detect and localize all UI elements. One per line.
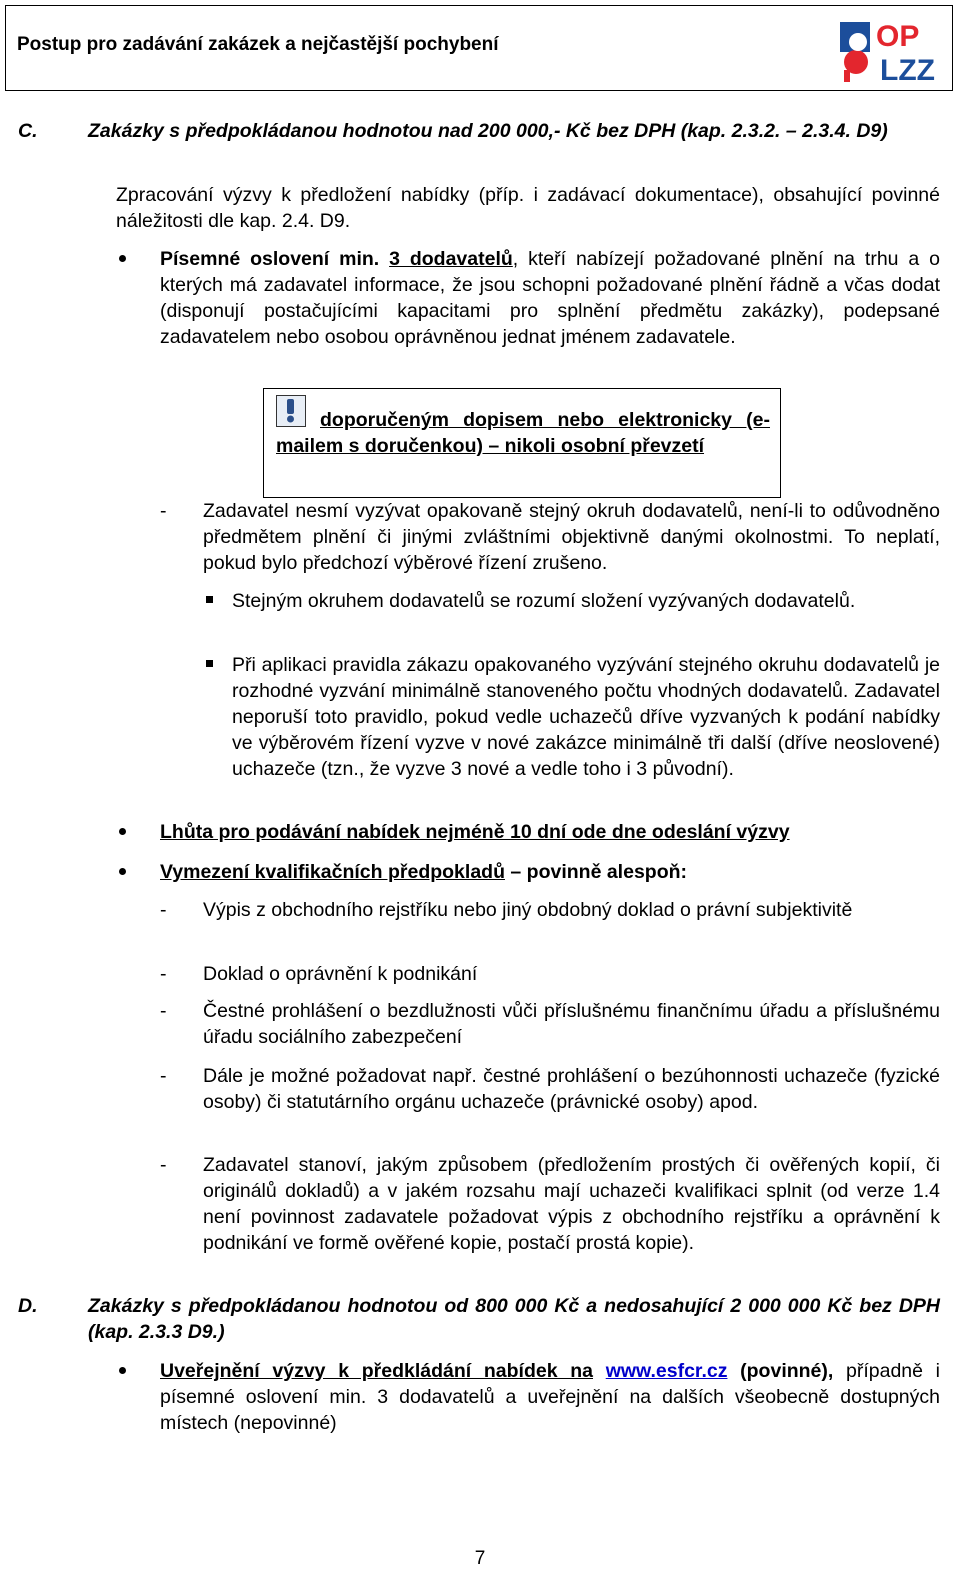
bullet-publication [160, 1358, 940, 1436]
qualification-item: Výpis z obchodního rejstříku nebo jiný obdobný doklad o právní subjektivitě [203, 899, 853, 921]
qualification-item: Zadavatel stanoví, jakým způsobem (předložením prostých či ověřených kopií, či originálů dokladů) a v jakém rozsahu mají uchazeči kvalifikaci splnit (od verze 1.4 není povinnost zadavatele požadovat výpis z obchodního rejstříku a oprávnění k podnikání ve formě ověřené kopie, postačí prostá kopie). [203, 1154, 940, 1254]
esfcr-link[interactable]: www.esfcr.cz [605, 1360, 728, 1382]
svg-text:OP: OP [876, 20, 920, 53]
section-d-letter: D. [18, 1295, 38, 1317]
header-title: Postup pro zadávání zakázek a nejčastější pochybení [17, 34, 499, 55]
d-bullet-bold: (povinné), [727, 1360, 834, 1382]
qualification-item: Čestné prohlášení o bezdlužnosti vůči příslušnému finančnímu úřadu a příslušnému úřadu sociálního zabezpečení [203, 1000, 940, 1048]
oplzz-logo [836, 12, 944, 86]
section-d-title: Zakázky s předpokládanou hodnotou od 800 000 Kč a nedosahující 2 000 000 Kč bez DPH (kap. 2.3.3 D9.) [88, 1295, 940, 1343]
bullet1-underlined: 3 dodavatelů [389, 248, 513, 270]
note-box [263, 388, 781, 498]
section-c-letter: C. [18, 120, 38, 142]
note-text [276, 407, 770, 459]
bullet1-rest: , kteří nabízejí požadované plnění na trhu a o kterých má zadavatel informace, že jsou schopni požadované plnění řádně a včas dodat (disponují postačujícími kapacitami pro splnění předmětu zakázky), podepsané zadavatelem nebo osobou oprávněnou jednat jménem zadavatele. [160, 248, 941, 348]
note-content: doporučeným dopisem nebo elektronicky (e-mailem s doručenkou) – nikoli osobní převzetí [276, 409, 770, 457]
svg-text:LZZ: LZZ [880, 54, 935, 86]
bullet3-rest: – povinně alespoň: [504, 861, 688, 883]
square-marker [206, 660, 213, 667]
qualification-item: Dále je možné požadovat např. čestné prohlášení o bezúhonnosti uchazeče (fyzické osoby) či statutárního orgánu uchazeče (právnické osoby) apod. [203, 1065, 940, 1113]
bullet-marker [119, 255, 126, 262]
bullet-marker [119, 828, 126, 835]
section-c-intro: Zpracování výzvy k předložení nabídky (příp. i zadávací dokumentace), obsahující povinné náležitosti dle kap. 2.4. D9. [116, 184, 940, 232]
dash-marker: - [160, 963, 167, 985]
dash-marker: - [160, 1000, 167, 1022]
dash-repeat-rule: Zadavatel nesmí vyzývat opakovaně stejný okruh dodavatelů, není-li to odůvodněno předmětem plnění či jinými zvláštními objektivně danými okolnostmi. To neplatí, pokud bylo předchozí výběrové řízení zrušeno. [203, 500, 940, 574]
section-c-title: Zakázky s předpokládanou hodnotou nad 200 000,- Kč bez DPH (kap. 2.3.2. – 2.3.4. D9) [88, 120, 888, 142]
dash-marker: - [160, 1154, 167, 1176]
bullet1-prefix: Písemné oslovení min. [160, 248, 390, 270]
bullet-written-invitation [160, 246, 940, 350]
dash-marker: - [160, 1065, 167, 1087]
page-number: 7 [474, 1548, 486, 1569]
bullet-marker [119, 1367, 126, 1374]
page-header [5, 5, 953, 91]
dash-marker: - [160, 500, 167, 522]
d-bullet-rest: případně i písemné oslovení min. 3 dodavatelů a uveřejnění na dalších všeobecně dostupných místech (nepovinné) [160, 1360, 940, 1434]
square-item-circle-definition: Stejným okruhem dodavatelů se rozumí složení vyzývaných dodavatelů. [232, 590, 856, 612]
qualification-item: Doklad o oprávnění k podnikání [203, 963, 478, 985]
square-item-rule-application: Při aplikaci pravidla zákazu opakovaného vyzývání stejného okruhu dodavatelů je rozhodné vyzvání minimálně stanoveného počtu vhodných dodavatelů. Zadavatel neporuší toto pravidlo, pokud vedle uchazečů dříve vyzvaných k podání nabídky ve výběrovém řízení vyzve v nové zakázce minimálně tři další (dříve neoslovené) uchazeče (tzn., že vyzve 3 nové a vedle toho i 3 původní). [232, 654, 940, 780]
bullet3-underlined: Vymezení kvalifikačních předpokladů [160, 861, 505, 883]
dash-marker: - [160, 899, 167, 921]
bullet-qualification [160, 859, 687, 885]
bullet-deadline: Lhůta pro podávání nabídek nejméně 10 dní ode dne odeslání výzvy [160, 821, 790, 843]
bullet-marker [119, 868, 126, 875]
square-marker [206, 596, 213, 603]
d-bullet-underlined: Uveřejnění výzvy k předkládání nabídek na [160, 1360, 594, 1382]
